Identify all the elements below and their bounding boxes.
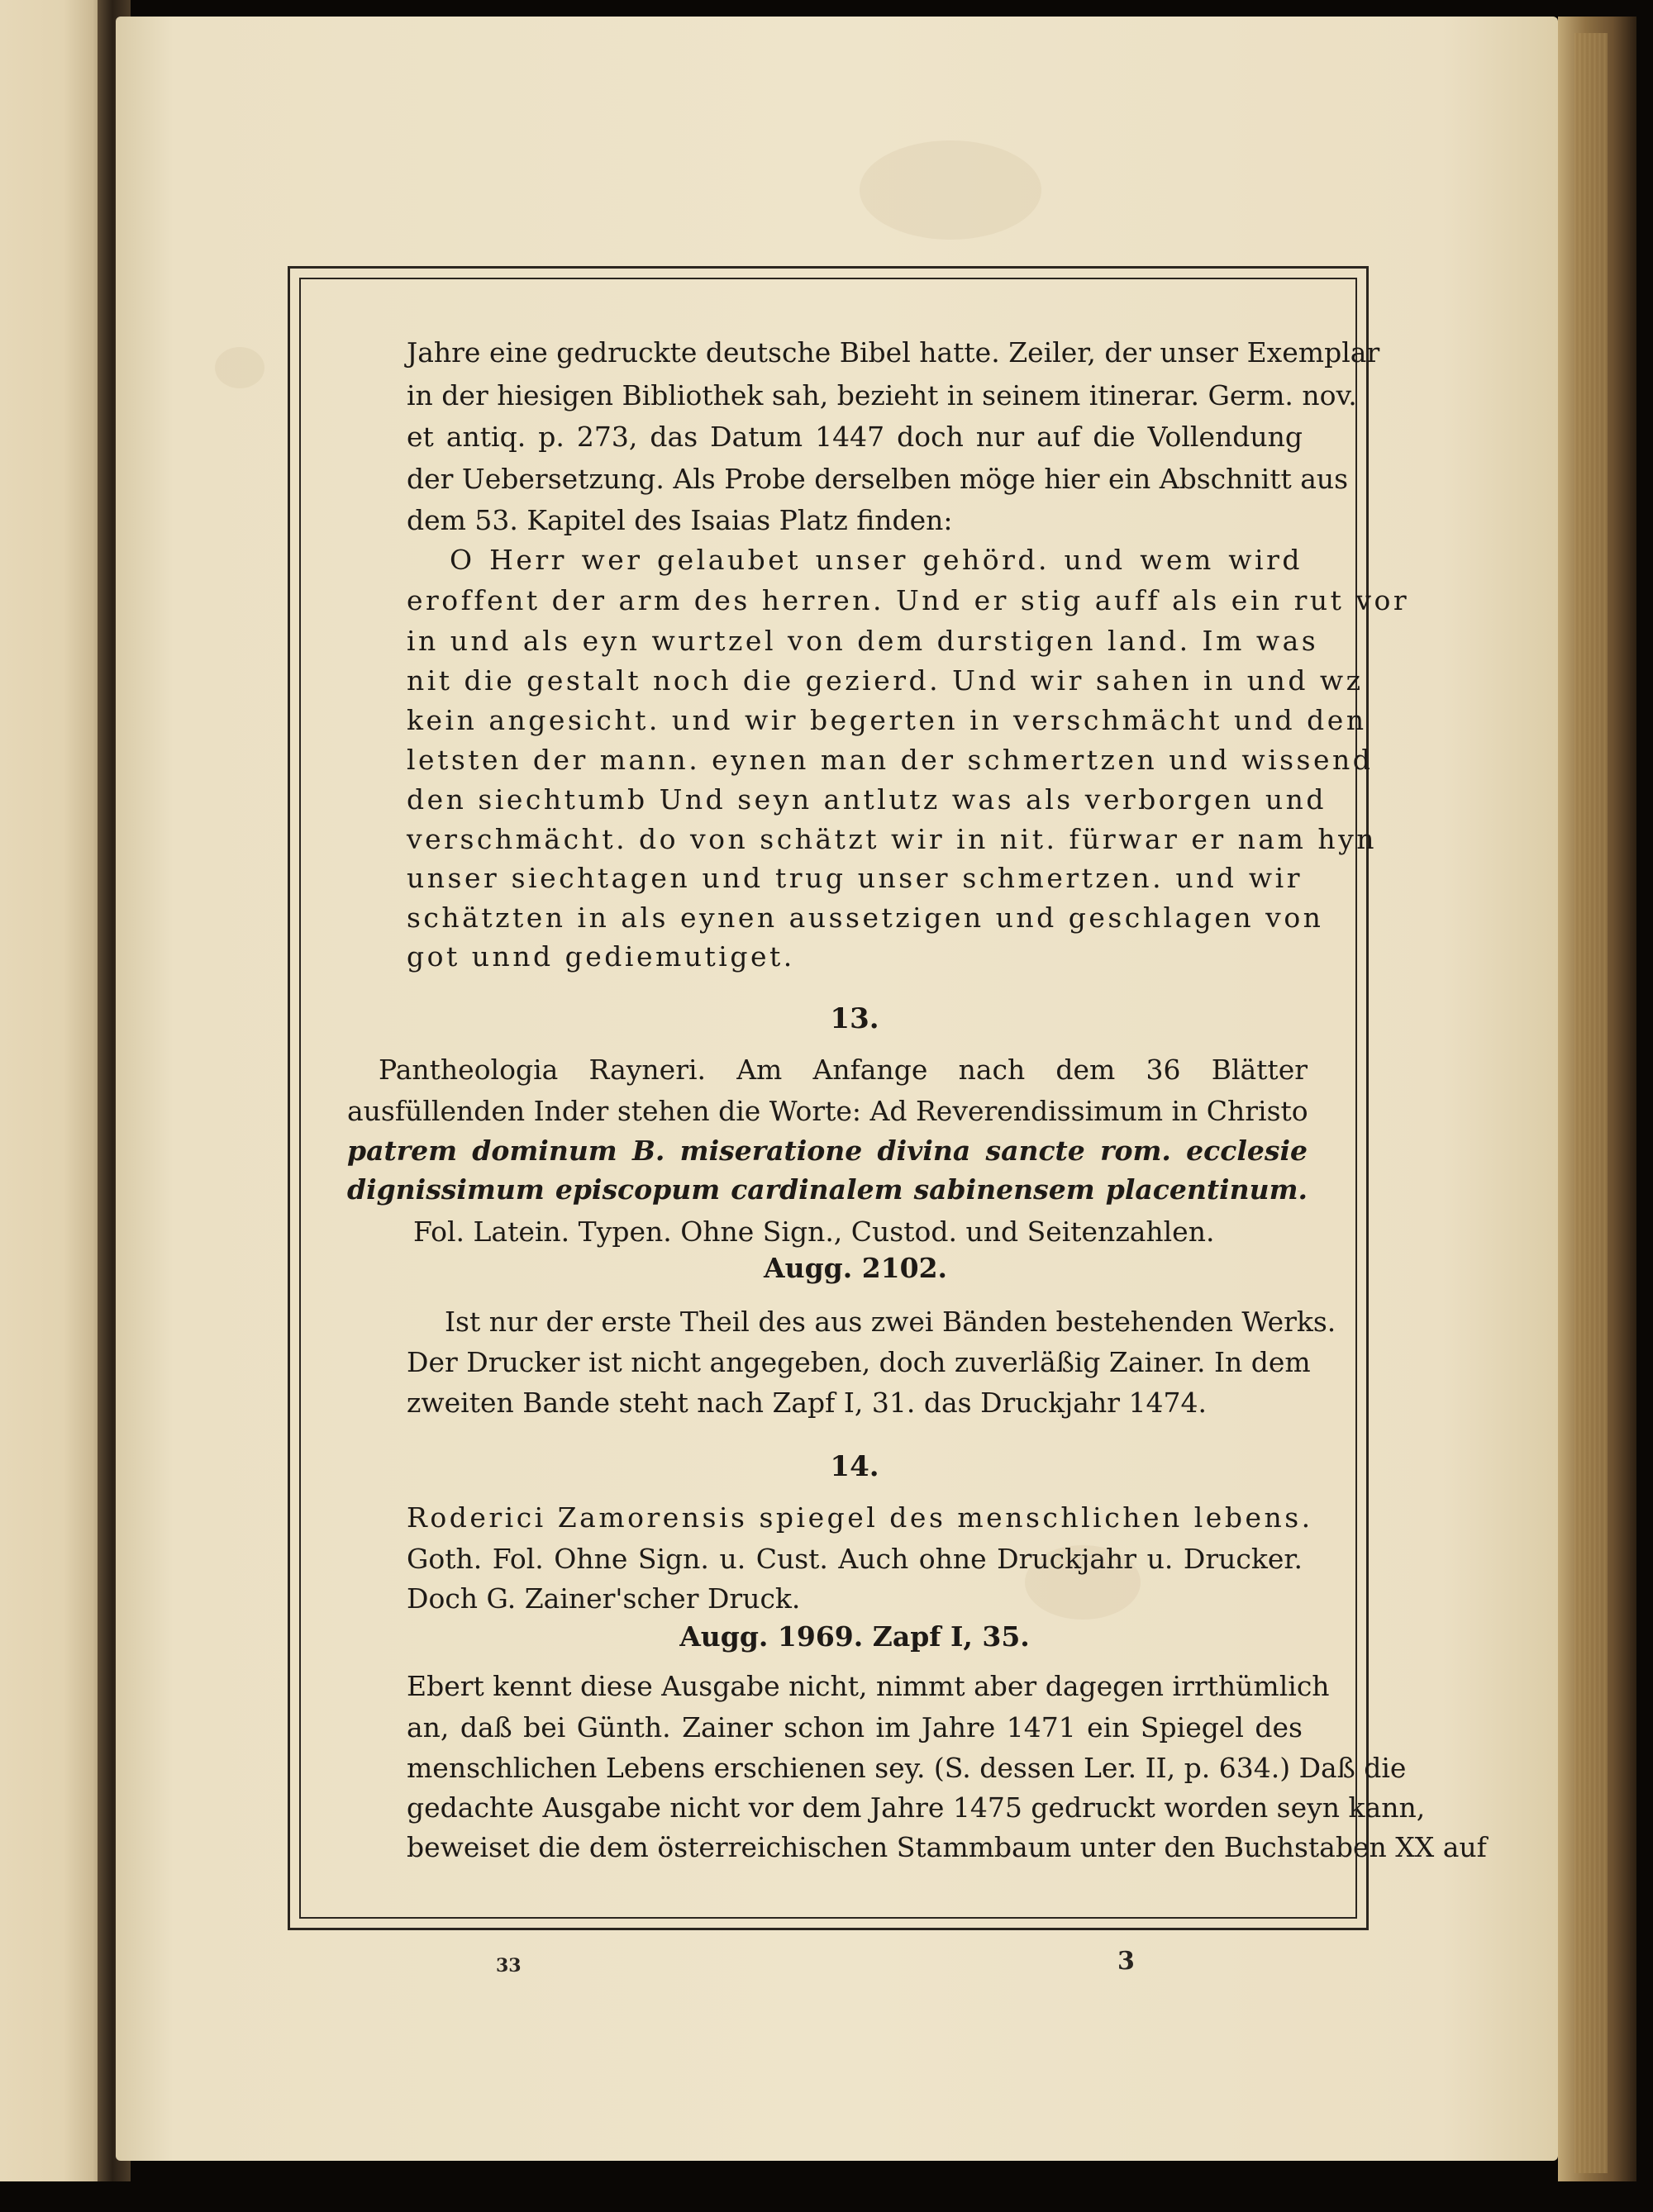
- shelfmark: Augg. 2102.: [763, 1252, 948, 1284]
- text-line: Doch G. Zainer'scher Druck.: [407, 1582, 801, 1615]
- text-line: in der hiesigen Bibliothek sah, bezieht in seinem itinerar. Germ. nov.: [407, 379, 1357, 411]
- text-line: Roderici Zamorensis spiegel des menschlichen lebens.: [407, 1501, 1313, 1534]
- quote-line: unser siechtagen und trug unser schmertzen. und wir: [407, 862, 1303, 894]
- text-line: patrem dominum B. miseratione divina sancte rom. ecclesie: [347, 1135, 1308, 1167]
- text-line: Goth. Fol. Ohne Sign. u. Cust. Auch ohne Druckjahr u. Drucker.: [407, 1543, 1303, 1575]
- quote-line: den siechtumb Und seyn antlutz was als verborgen und: [407, 783, 1327, 816]
- quote-line: O Herr wer gelaubet unser gehörd. und wem wird: [450, 544, 1303, 576]
- quote-line: schätzten in als eynen aussetzigen und geschlagen von: [407, 901, 1324, 934]
- text-line: et antiq. p. 273, das Datum 1447 doch nur auf die Vollendung: [407, 421, 1303, 453]
- text-line: dignissimum episcopum cardinalem sabinensem placentinum.: [347, 1173, 1308, 1206]
- quote-line: kein angesicht. und wir begerten in verschmächt und den: [407, 704, 1367, 736]
- text-line: Fol. Latein. Typen. Ohne Sign., Custod. und Seitenzahlen.: [413, 1215, 1215, 1248]
- text-line: gedachte Ausgabe nicht vor dem Jahre 1475 gedruckt worden seyn kann,: [407, 1791, 1426, 1824]
- quote-line: got unnd gediemutiget.: [407, 940, 795, 973]
- text-line: ausfüllenden Inder stehen die Worte: Ad Reverendissimum in Christo: [347, 1095, 1308, 1127]
- text-line: beweiset die dem österreichischen Stammbaum unter den Buchstaben XX auf: [407, 1831, 1487, 1863]
- quote-line: letsten der mann. eynen man der schmertzen und wissend: [407, 744, 1374, 776]
- text-line: Jahre eine gedruckte deutsche Bibel hatte. Zeiler, der unser Exemplar: [407, 336, 1380, 369]
- entry-number: 13.: [830, 1002, 879, 1035]
- quote-line: eroffent der arm des herren. Und er stig auff als ein rut vor: [407, 584, 1410, 616]
- text-line: zweiten Bande steht nach Zapf I, 31. das Druckjahr 1474.: [407, 1387, 1207, 1419]
- quote-line: in und als eyn wurtzel von dem durstigen land. Im was: [407, 625, 1319, 657]
- quote-line: verschmächt. do von schätzt wir in nit. fürwar er nam hyn: [407, 823, 1378, 855]
- shelfmark: Augg. 1969. Zapf I, 35.: [679, 1620, 1030, 1653]
- quote-line: nit die gestalt noch die gezierd. Und wir sahen in und wz: [407, 664, 1364, 697]
- page-block-texture: [1574, 33, 1608, 2173]
- gathering-signature: 3: [1117, 1947, 1135, 1976]
- entry-number: 14.: [830, 1450, 879, 1483]
- text-line: Ist nur der erste Theil des aus zwei Bänden bestehenden Werks.: [445, 1306, 1336, 1338]
- text-line: Der Drucker ist nicht angegeben, doch zuverläßig Zainer. In dem: [407, 1346, 1311, 1378]
- bottom-shadow: [0, 2181, 1653, 2212]
- previous-page-edge: [0, 0, 106, 2181]
- printer-signature-number: 33: [496, 1955, 522, 1977]
- text-line: der Uebersetzung. Als Probe derselben möge hier ein Abschnitt aus: [407, 463, 1349, 495]
- text-line: dem 53. Kapitel des Isaias Platz finden:: [407, 504, 953, 536]
- text-line: menschlichen Lebens erschienen sey. (S. dessen Ler. II, p. 634.) Daß die: [407, 1752, 1407, 1784]
- text-line: Pantheologia Rayneri. Am Anfange nach dem 36 Blätter: [379, 1054, 1308, 1086]
- text-line: an, daß bei Günth. Zainer schon im Jahre 1471 ein Spiegel des: [407, 1711, 1303, 1743]
- text-line: Ebert kennt diese Ausgabe nicht, nimmt aber dagegen irrthümlich: [407, 1670, 1330, 1702]
